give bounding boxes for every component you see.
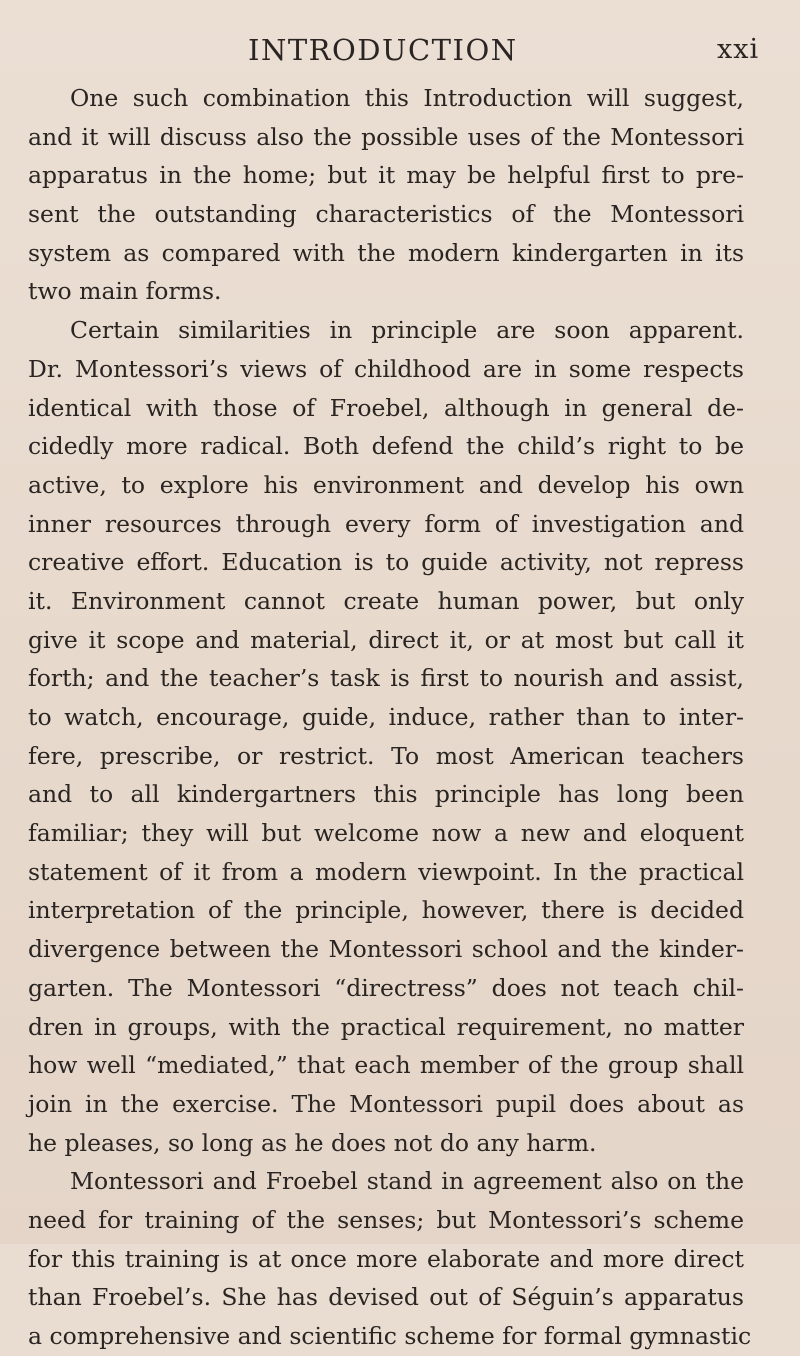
- text-line: inner resources through every form of investigation and: [28, 509, 744, 538]
- body-text: [28, 79, 752, 1356]
- text-line: Certain similarities in principle are soon apparent.: [70, 316, 744, 345]
- text-line: join in the exercise. The Montessori pupil does about as: [28, 1089, 744, 1118]
- text-line: two main forms.: [28, 277, 222, 306]
- text-line: fere, prescribe, or restrict. To most American teachers: [28, 741, 744, 770]
- text-line: give it scope and material, direct it, or at most but call it: [28, 625, 744, 654]
- text-line: need for training of the senses; but Montessori’s scheme: [28, 1205, 744, 1234]
- text-line: than Froebel’s. She has devised out of Séguin’s apparatus: [28, 1283, 744, 1312]
- text-line: sent the outstanding characteristics of the Montessori: [28, 200, 744, 229]
- text-line: it. Environment cannot create human power, but only: [28, 586, 744, 615]
- text-line: active, to explore his environment and develop his own: [28, 470, 744, 499]
- text-line: forth; and the teacher’s task is first to nourish and assist,: [28, 664, 744, 693]
- text-line: a comprehensive and scientific scheme for formal gymnastic: [28, 1322, 752, 1350]
- text-line: Montessori and Froebel stand in agreement also on the: [70, 1167, 744, 1196]
- text-line: creative effort. Education is to guide activity, not repress: [28, 548, 744, 577]
- text-line: and it will discuss also the possible uses of the Montessori: [28, 122, 744, 151]
- text-line: interpretation of the principle, however, there is decided: [28, 896, 744, 925]
- paragraph-1: [28, 79, 744, 311]
- paragraph-2: [28, 311, 744, 1162]
- text-line: identical with those of Froebel, although in general de-: [28, 393, 744, 422]
- text-line: for this training is at once more elaborate and more direct: [28, 1244, 744, 1273]
- running-head: [0, 30, 800, 70]
- text-line: he pleases, so long as he does not do any harm.: [28, 1128, 597, 1157]
- running-title: INTRODUCTION: [248, 33, 518, 67]
- text-line: apparatus in the home; but it may be helpful first to pre-: [28, 161, 744, 190]
- paragraph-3: [28, 1162, 752, 1355]
- page-number: xxi: [717, 34, 760, 65]
- text-line: statement of it from a modern viewpoint. In the practical: [28, 857, 744, 886]
- text-line: to watch, encourage, guide, induce, rather than to inter-: [28, 703, 744, 731]
- text-line: dren in groups, with the practical requirement, no matter: [28, 1012, 744, 1041]
- text-line: divergence between the Montessori school and the kinder-: [28, 935, 744, 964]
- text-line: familiar; they will but welcome now a new and eloquent: [28, 819, 744, 848]
- text-line: garten. The Montessori “directress” does not teach chil-: [28, 973, 744, 1002]
- text-line: cidedly more radical. Both defend the child’s right to be: [28, 432, 744, 461]
- text-line: and to all kindergartners this principle has long been: [28, 780, 744, 809]
- text-line: One such combination this Introduction will suggest,: [70, 84, 744, 112]
- text-line: Dr. Montessori’s views of childhood are in some respects: [28, 354, 744, 383]
- text-line: how well “mediated,” that each member of the group shall: [28, 1051, 744, 1080]
- text-line: system as compared with the modern kindergarten in its: [28, 238, 744, 267]
